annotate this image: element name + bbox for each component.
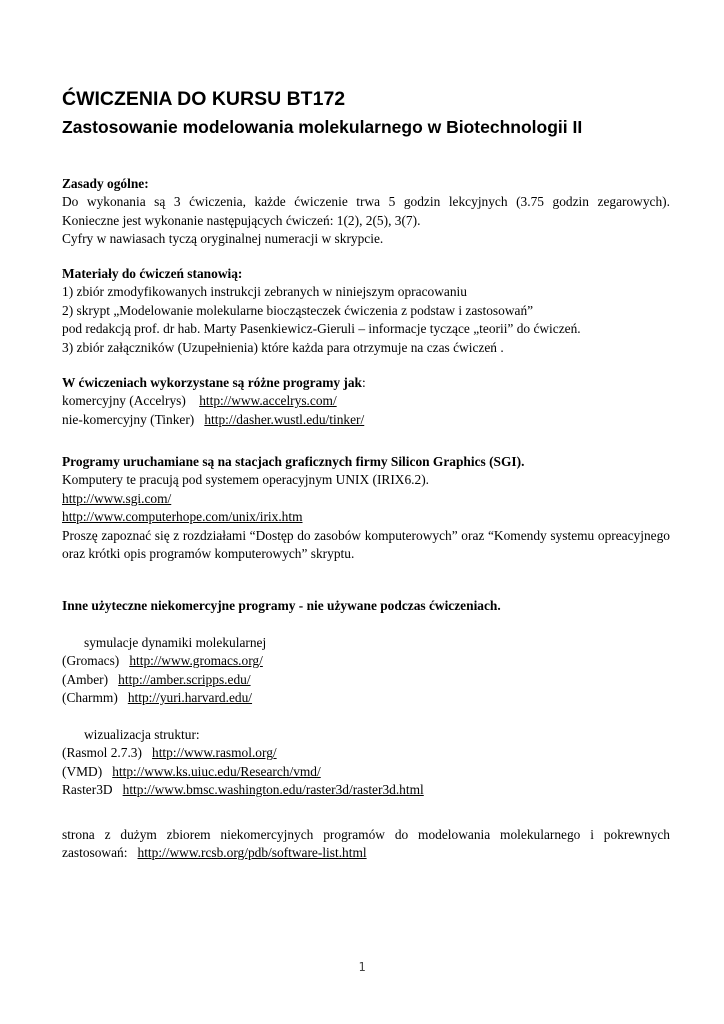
section-heading: Materiały do ćwiczeń stanowią:	[62, 266, 243, 281]
list-item: 2) skrypt „Modelowanie molekularne biocząsteczek ćwiczenia z podstaw i zastosowań”	[62, 302, 534, 318]
program-name: (Gromacs)	[62, 653, 120, 669]
program-name: (Charmm)	[62, 690, 118, 706]
group-label: symulacje dynamiki molekularnej	[84, 634, 267, 650]
paragraph: Proszę zapoznać się z rozdziałami “Dostęp do zasobów komputerowych” oraz “Komendy systemu opreacyjnego oraz krótki opis programów komputerowych” skryptu.	[62, 527, 670, 562]
program-row	[62, 392, 670, 410]
tinker-link[interactable]: http://dasher.wustl.edu/tinker/	[204, 411, 365, 427]
rasmol-link[interactable]: http://www.rasmol.org/	[152, 745, 277, 761]
program-name: (Amber)	[62, 671, 109, 687]
section-general-rules	[62, 175, 670, 249]
section-heading: Programy uruchamiane są na stacjach graficznych firmy Silicon Graphics (SGI).	[62, 454, 525, 469]
document-subtitle: Zastosowanie modelowania molekularnego w Biotechnologii II	[62, 117, 583, 137]
program-label: nie-komercyjny (Tinker)	[62, 411, 195, 427]
program-row	[62, 671, 670, 689]
section-materials	[62, 265, 670, 357]
program-name: Raster3D	[62, 782, 113, 798]
program-row	[62, 744, 670, 762]
computerhope-link[interactable]: http://www.computerhope.com/unix/irix.htm	[62, 509, 303, 525]
program-row	[62, 652, 670, 670]
heading-colon: :	[362, 375, 366, 390]
program-name: (VMD)	[62, 763, 103, 779]
section-programs	[62, 374, 670, 429]
program-row	[62, 411, 670, 429]
sgi-link[interactable]: http://www.sgi.com/	[62, 490, 172, 506]
amber-link[interactable]: http://amber.scripps.edu/	[118, 671, 251, 687]
section-heading: Inne użyteczne niekomercyjne programy - nie używane podczas ćwiczeniach.	[62, 598, 501, 613]
list-item: 1) zbiór zmodyfikowanych instrukcji zebranych w niniejszym opracowaniu	[62, 284, 467, 300]
list-item: pod redakcją prof. dr hab. Marty Pasenkiewicz-Gieruli – informacje tyczące „teorii” do ćwiczeń.	[62, 321, 581, 337]
section-sgi	[62, 453, 670, 563]
raster3d-link[interactable]: http://www.bmsc.washington.edu/raster3d/raster3d.html	[122, 782, 424, 798]
section-other-programs	[62, 597, 670, 799]
link-label: zastosowań:	[62, 845, 128, 861]
section-software-list	[62, 826, 670, 863]
vmd-link[interactable]: http://www.ks.uiuc.edu/Research/vmd/	[112, 763, 321, 779]
section-heading: W ćwiczeniach wykorzystane są różne programy jak	[62, 375, 363, 390]
program-row	[62, 689, 670, 707]
paragraph-line: Do wykonania są 3 ćwiczenia, każde ćwiczenie trwa 5 godzin lekcyjnych (3.75 godzin zegarowych).	[62, 194, 670, 210]
group-label: wizualizacja struktur:	[84, 726, 200, 742]
charmm-link[interactable]: http://yuri.harvard.edu/	[127, 690, 253, 706]
rcsb-software-link[interactable]: http://www.rcsb.org/pdb/software-list.html	[137, 845, 367, 861]
page-number: 1	[358, 960, 366, 974]
gromacs-link[interactable]: http://www.gromacs.org/	[129, 653, 263, 669]
list-item: 3) zbiór załączników (Uzupełnienia) które każda para otrzymuje na czas ćwiczeń .	[62, 339, 504, 355]
paragraph-line: Konieczne jest wykonanie następujących ćwiczeń: 1(2), 2(5), 3(7).	[62, 212, 421, 228]
section-heading-row	[62, 374, 670, 392]
paragraph-line: Komputery te pracują pod systemem operacyjnym UNIX (IRIX6.2).	[62, 472, 430, 488]
document-title: ĆWICZENIA DO KURSU BT172	[62, 88, 346, 110]
program-row	[62, 781, 670, 799]
link-row	[62, 844, 670, 862]
program-name: (Rasmol 2.7.3)	[62, 745, 142, 761]
paragraph-line: strona z dużym zbiorem niekomercyjnych programów do modelowania molekularnego i pokrewnych	[62, 827, 670, 842]
section-heading: Zasady ogólne:	[62, 176, 149, 191]
program-label: komercyjny (Accelrys)	[62, 393, 186, 409]
program-row	[62, 763, 670, 781]
paragraph-line: Cyfry w nawiasach tyczą oryginalnej numeracji w skrypcie.	[62, 231, 384, 247]
accelrys-link[interactable]: http://www.accelrys.com/	[199, 393, 337, 409]
